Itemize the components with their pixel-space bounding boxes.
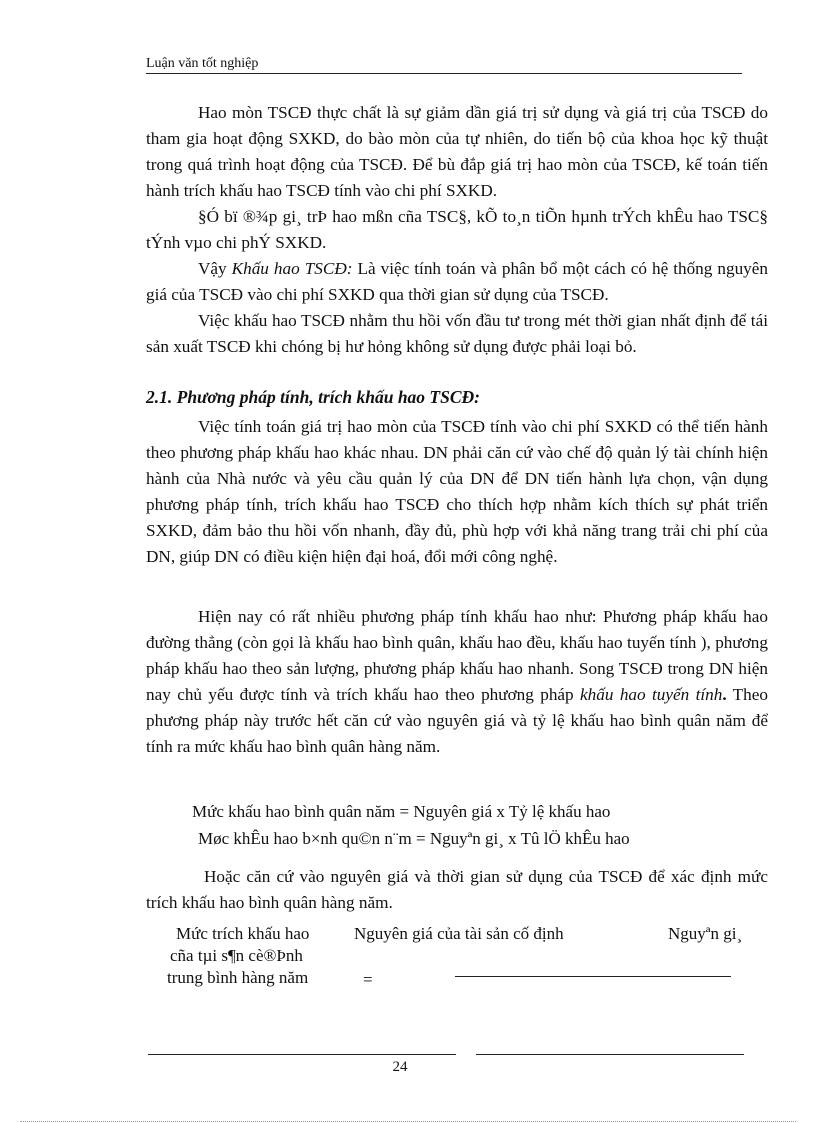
methods-text-b: Theo phương pháp này trước hết căn cứ vào nguyên giá và tỷ lệ khấu hao bình quân năm để tính ra mức khấu hao bình quân hàng năm. [146,685,768,756]
formula-2-left-line-1: Mức trích khấu hao [176,924,310,943]
paragraph-definition [146,256,768,308]
definition-prefix: Vậy [198,259,232,278]
paragraph-garbled-encoding: §Ó bï ®¾p gi¸ trÞ hao mßn cña TSC§, kÕ to¸n tiÕn hµnh trÝch khÊu hao TSC§ tÝnh vµo chi phÝ SXKD. [146,207,768,252]
paragraph-hao-mon: Hao mòn TSCĐ thực chất là sự giảm dần giá trị sử dụng và giá trị của TSCĐ do tham gia hoạt động SXKD, do bào mòn của tự nhiên, do tiến bộ của khoa học kỹ thuật trong quá trình hoạt động của TSCĐ. Để bù đắp giá trị hao mòn của TSCĐ, kế toán tiến hành trích khấu hao TSCĐ tính vào chi phí SXKD. [146,103,768,200]
paragraph-alternative: Hoặc căn cứ vào nguyên giá và thời gian sử dụng của TSCĐ để xác định mức trích khấu hao bình quân hàng năm. [146,867,768,912]
fraction-bar [455,976,731,977]
header-rule-left [146,73,612,74]
formula-2-left-line-2: cña tµi s¶n cè®Þnh [170,946,303,965]
paragraph-methods-intro: Việc tính toán giá trị hao mòn của TSCĐ tính vào chi phí SXKD có thể tiến hành theo phương pháp khấu hao khác nhau. DN phải căn cứ vào chế độ quản lý tài chính hiện hành của Nhà nước và yêu cầu quản lý của DN để DN tiến hành lựa chọn, vận dụng phương pháp tính, trích khấu hao TSCĐ cho thích hợp nhằm kích thích sự phát triển SXKD, đảm bảo thu hồi vốn nhanh, đầy đủ, phù hợp với khả năng trang trải chi phí của DN, giúp DN có điều kiện hiện đại hoá, đổi mới công nghệ. [146,417,768,566]
formula-2-left-line-3: trung bình hàng năm [167,968,309,987]
footer-rule-right [476,1054,744,1055]
methods-dot: . [722,685,727,704]
formula-line-1: Mức khấu hao bình quân năm = Nguyên giá x Tỷ lệ khấu hao [192,802,611,821]
footer-rule-left [148,1054,456,1055]
header-rule-right [612,73,742,74]
paragraph-methods-list [146,604,768,760]
header-title: Luận văn tốt nghiệp [146,56,259,71]
formula-2-equals: = [363,970,373,989]
section-heading: 2.1. Phương pháp tính, trích khấu hao TSCĐ: [146,387,480,407]
page-number: 24 [392,1059,408,1075]
methods-text-a: Hiện nay có rất nhiều phương pháp tính khấu hao như: Phương pháp khấu hao đường thẳng (còn gọi là khấu hao bình quân, khấu hao đều, khấu hao tuyến tính ), phương pháp khấu hao theo sản lượng, phương pháp khấu hao nhanh. Song TSCĐ trong DN hiện nay chủ yếu được tính và trích khấu hao theo phương pháp [146,607,768,704]
definition-term: Khấu hao TSCĐ: [231,259,353,278]
formula-line-2: Møc khÊu hao b×nh qu©n n¨m = Nguyªn gi¸ x Tû lÖ khÊu hao [198,829,630,848]
formula-2-numerator-alt: Nguyªn gi¸ [668,924,743,943]
formula-2-numerator: Nguyên giá của tài sản cố định [354,924,564,943]
paragraph-purpose: Việc khấu hao TSCĐ nhằm thu hồi vốn đầu tư trong mét thời gian nhất định để tái sản xuất TSCĐ khi chóng bị hư hỏng không sử dụng được phải loại bỏ. [146,311,768,356]
definition-text: Là việc tính toán và phân bổ một cách có hệ thống nguyên giá của TSCĐ vào chi phí SXKD qua thời gian sử dụng của TSCĐ. [146,259,768,304]
methods-emphasis: khấu hao tuyến tính [580,685,723,704]
page-bottom-dotted-border [20,1121,796,1122]
